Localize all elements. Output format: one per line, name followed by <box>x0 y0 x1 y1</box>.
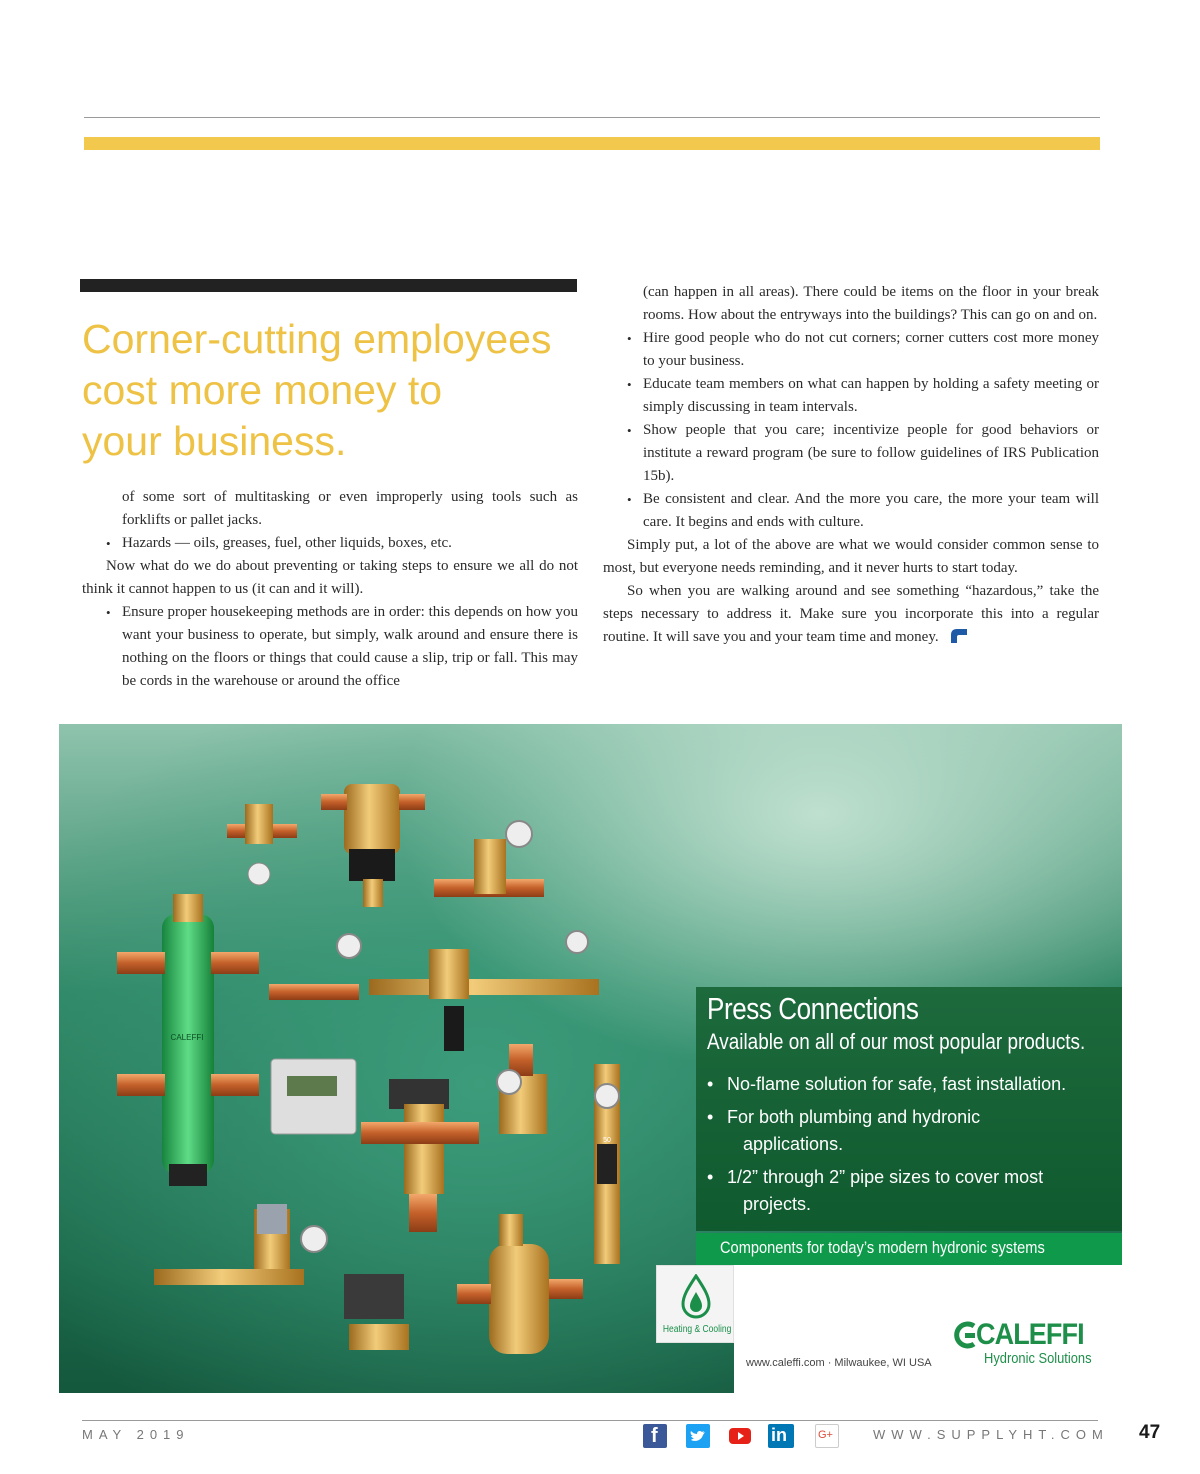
product-label: CALEFFI <box>170 1033 204 1042</box>
paragraph-text: So when you are walking around and see something “hazardous,” take the steps necessary to address it. Make sure you incorporate this into a regular routine. It will save you and your team time and money. <box>603 583 1099 645</box>
ad-feature-text: 1/2” through 2” pipe sizes to cover most <box>727 1167 1044 1187</box>
pullquote <box>82 314 582 467</box>
google-plus-icon[interactable] <box>815 1424 839 1448</box>
brand-name: CALEFFI <box>976 1318 1084 1351</box>
heating-cooling-badge <box>656 1265 734 1343</box>
bullet-item: • Hire good people who do not cut corners; corner cutters cost more money to your business. <box>643 327 1099 373</box>
issue-date: MAY 2019 <box>82 1427 190 1442</box>
page-number: 47 <box>1139 1422 1161 1443</box>
ad-feature <box>707 1164 1107 1218</box>
youtube-icon[interactable] <box>728 1424 752 1448</box>
ad-feature <box>707 1104 1107 1158</box>
linkedin-icon[interactable] <box>768 1424 794 1448</box>
advertisement[interactable] <box>59 724 1122 1393</box>
bullet-item: • Show people that you care; incentivize people for good behaviors or institute a reward program (be sure to follow guidelines of IRS Publication 15b). <box>643 419 1099 488</box>
paragraph: Now what do we do about preventing or taking steps to ensure we all do not think it cannot happen to us (it can and it will). <box>82 558 578 597</box>
twitter-bird-icon <box>686 1424 710 1448</box>
article-column-right <box>603 281 1099 649</box>
ad-feature-text: projects. <box>743 1194 812 1214</box>
brand-subtitle: Hydronic Solutions <box>984 1350 1092 1367</box>
footer-rule <box>82 1420 1098 1421</box>
ad-feature-text: No-flame solution for safe, fast installation. <box>727 1074 1067 1094</box>
website-url[interactable]: WWW.SUPPLYHT.COM <box>873 1427 1109 1442</box>
badge-label: Heating & Cooling <box>662 1324 732 1335</box>
bullet-item: • Be consistent and clear. And the more you care, the more your team will care. It begins and ends with culture. <box>643 488 1099 534</box>
pullquote-line: your business. <box>82 418 347 464</box>
caleffi-logo-icon <box>952 1320 978 1350</box>
facebook-glyph: f <box>651 1425 658 1447</box>
pullquote-line: Corner-cutting employees <box>82 316 552 362</box>
accent-yellow-rule <box>84 137 1100 150</box>
pullquote-bar <box>80 279 577 292</box>
ad-feature-list <box>707 1071 1107 1224</box>
ad-info-panel <box>696 987 1122 1231</box>
paragraph: Simply put, a lot of the above are what we would consider common sense to most, but everyone needs reminding, and it never hurts to start today. <box>603 537 1099 576</box>
ad-feature-text: applications. <box>743 1134 844 1154</box>
paragraph: (can happen in all areas). There could be items on the floor in your break rooms. How about the entryways into the buildings? This can go on and on. <box>643 284 1099 323</box>
ad-url[interactable]: www.caleffi.com · Milwaukee, WI USA <box>746 1357 932 1369</box>
google-plus-glyph: G+ <box>818 1429 833 1441</box>
ad-subhead: Available on all of our most popular products. <box>707 1029 1086 1054</box>
ad-tagline: Components for today’s modern hydronic systems <box>720 1238 1045 1257</box>
top-rule <box>84 117 1100 118</box>
bullet-item: • Hazards — oils, greases, fuel, other liquids, boxes, etc. <box>122 532 578 555</box>
product-label: 50 <box>603 1137 611 1144</box>
ad-feature-text: For both plumbing and hydronic <box>727 1107 981 1127</box>
ad-feature <box>707 1071 1107 1098</box>
valve-products-image <box>59 724 679 1393</box>
bullet-item: • Educate team members on what can happen by holding a safety meeting or simply discussing in team intervals. <box>643 373 1099 419</box>
article-column-left <box>82 486 578 693</box>
twitter-icon[interactable] <box>686 1424 710 1448</box>
bullet-item: • Ensure proper housekeeping methods are in order: this depends on how you want your business to operate, but simply, walk around and ensure there is nothing on the floors or things that could cause a slip, trip or fall. This may be cords in the warehouse or around the office <box>122 601 578 693</box>
ad-headline: Press Connections <box>707 991 919 1026</box>
paragraph: of some sort of multitasking or even improperly using tools such as forklifts or pallet jacks. <box>122 489 578 528</box>
ad-tagline-bar <box>696 1233 1122 1265</box>
linkedin-glyph: in <box>771 1425 787 1445</box>
pullquote-line: cost more money to <box>82 367 443 413</box>
facebook-icon[interactable] <box>643 1424 667 1448</box>
youtube-play-icon <box>728 1424 752 1448</box>
paragraph <box>603 580 1099 649</box>
end-mark-icon <box>949 627 969 643</box>
flame-drop-icon <box>680 1274 712 1320</box>
